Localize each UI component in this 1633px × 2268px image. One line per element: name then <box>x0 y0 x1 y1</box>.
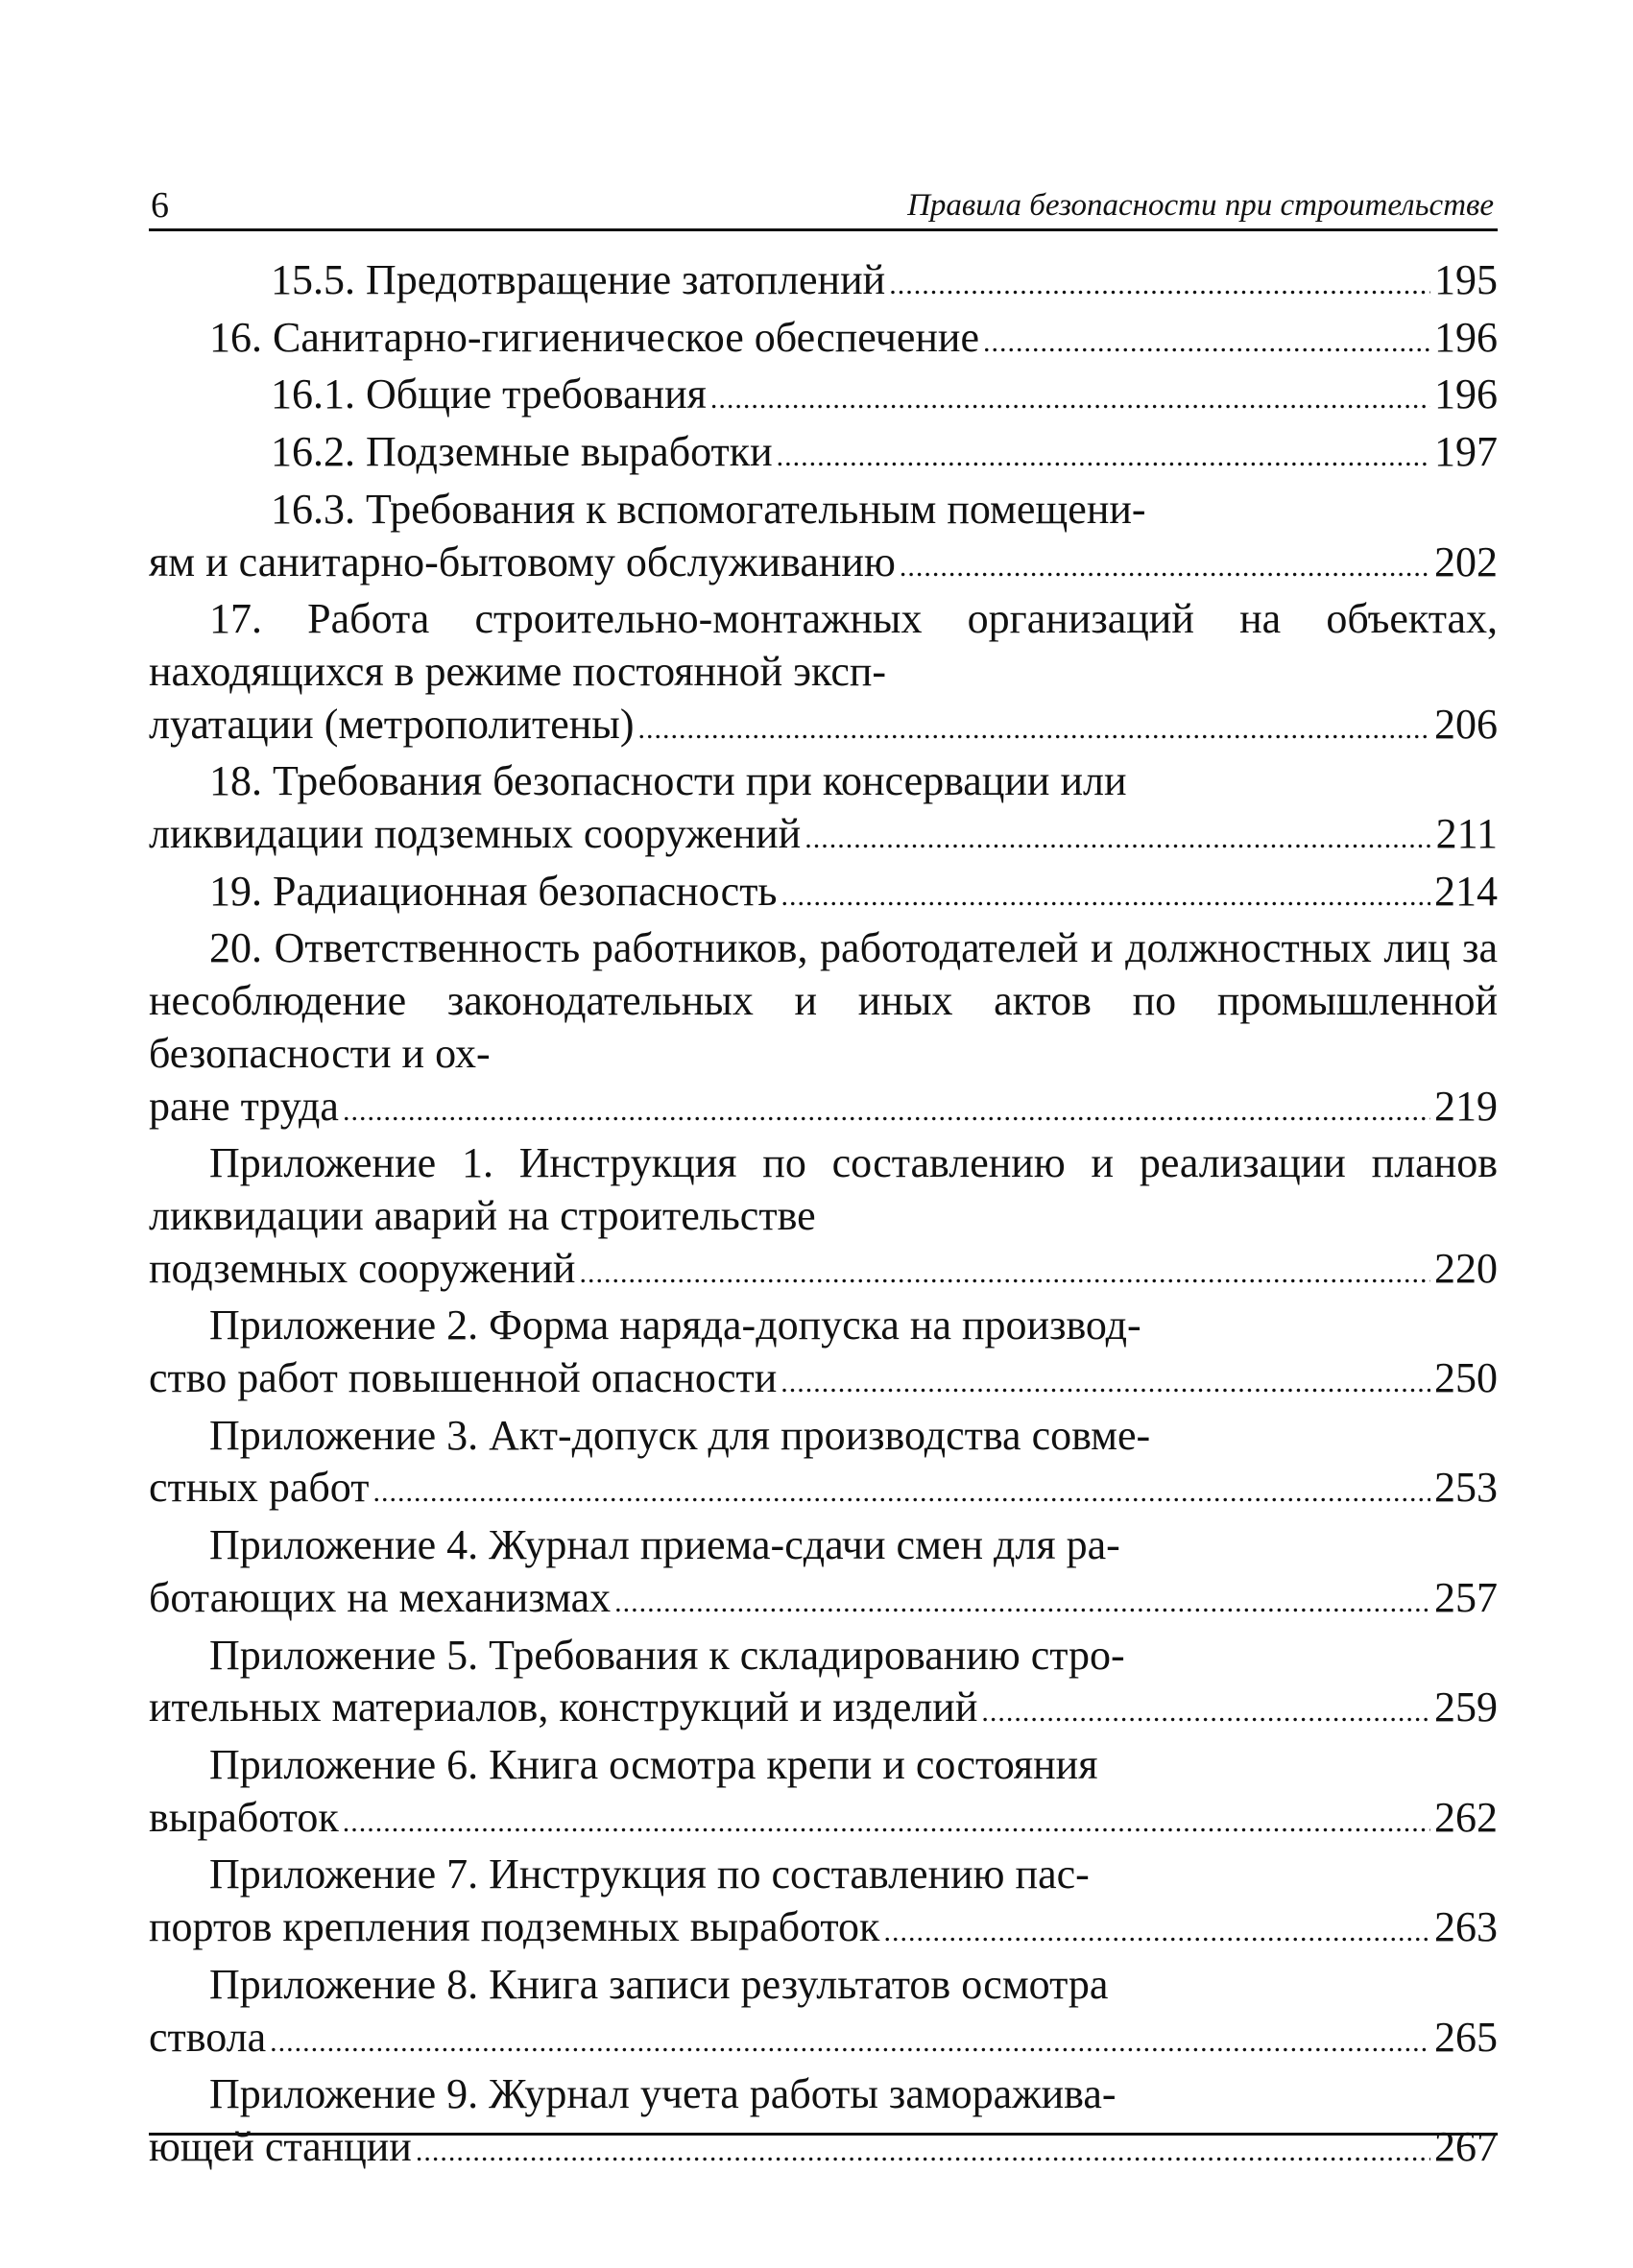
toc-entry <box>149 1849 1498 1958</box>
toc-entry <box>149 484 1498 593</box>
toc-entry-line <box>149 1462 1498 1519</box>
toc-entry-title-lead: 17. Работа строительно-монтажных организаций на объектах, находящихся в режиме постоянной эксп- <box>149 595 1498 695</box>
dot-leader <box>710 373 1430 426</box>
toc-page-number: 196 <box>1434 370 1498 418</box>
toc-entry-title-lead: 18. Требования безопасности при консервации или <box>209 757 1127 805</box>
toc-page-number: 211 <box>1435 810 1498 858</box>
toc-page-number: 253 <box>1434 1464 1498 1512</box>
toc-entry-title-lead: Приложение 1. Инструкция по составлению и реализации планов ликвидации аварий на строительстве <box>149 1139 1498 1239</box>
toc-entry <box>149 312 1498 370</box>
dot-leader <box>804 813 1431 866</box>
toc-entry-line <box>149 699 1498 756</box>
toc-page-number: 265 <box>1434 2013 1498 2061</box>
toc-entry-title: ствола <box>149 2013 267 2061</box>
toc-entry-title: ям и санитарно-бытовому обслуживанию <box>149 537 896 585</box>
toc-page-number: 197 <box>1434 428 1498 476</box>
toc-entry-line <box>149 1901 1498 1959</box>
dot-leader <box>579 1248 1430 1301</box>
toc-entry-line <box>149 369 1498 426</box>
toc-entry-title-lead: Приложение 5. Требования к складированию стро- <box>209 1631 1125 1679</box>
toc-entry <box>149 1739 1498 1849</box>
toc-entry-line <box>149 537 1498 594</box>
page-number: 6 <box>151 185 169 226</box>
toc-entry-title-lead: 16.3. Требования к вспомогательным помещени- <box>271 485 1146 533</box>
toc-page-number: 202 <box>1434 537 1498 585</box>
dot-leader <box>343 1086 1430 1138</box>
toc-page-number: 259 <box>1434 1683 1498 1731</box>
toc-entry <box>149 2068 1498 2178</box>
toc-entry-title: 16.1. Общие требования <box>271 370 707 418</box>
toc-entry-title-lead: Приложение 2. Форма наряда-допуска на производ- <box>209 1301 1141 1349</box>
toc-entry-title-lead: Приложение 4. Журнал приема-сдачи смен для ра- <box>209 1521 1120 1569</box>
toc-entry <box>149 755 1498 865</box>
toc-page-number: 262 <box>1434 1793 1498 1841</box>
toc-entry-title: ство работ повышенной опасности <box>149 1354 778 1402</box>
dot-leader <box>900 541 1430 594</box>
toc-page-number: 257 <box>1434 1573 1498 1621</box>
toc-entry-line <box>149 1792 1498 1850</box>
toc-page-number: 219 <box>1434 1082 1498 1130</box>
dot-leader <box>270 2017 1430 2069</box>
toc-entry <box>149 593 1498 755</box>
toc-entry-line <box>149 1682 1498 1739</box>
toc-entry-title-lead: Приложение 3. Акт-допуск для производства совме- <box>209 1411 1151 1459</box>
dot-leader <box>777 431 1430 484</box>
toc-page-number: 220 <box>1434 1244 1498 1292</box>
toc-entry-title: выработок <box>149 1793 339 1841</box>
toc-entry-title-lead: Приложение 9. Журнал учета работы заморажива- <box>209 2070 1117 2118</box>
toc-page-number: 250 <box>1434 1354 1498 1402</box>
toc-entry <box>149 369 1498 426</box>
running-header <box>149 182 1498 231</box>
toc-page-number: 196 <box>1434 313 1498 361</box>
toc-entry-line <box>149 808 1498 866</box>
toc-entry-title-lead: Приложение 7. Инструкция по составлению пас- <box>209 1850 1090 1898</box>
toc-entry-line <box>149 426 1498 484</box>
toc-entry <box>149 254 1498 312</box>
toc-entry <box>149 1300 1498 1409</box>
toc-entry-line <box>149 2012 1498 2069</box>
dot-leader <box>983 317 1430 370</box>
toc-entry-line <box>149 312 1498 370</box>
toc-entry <box>149 1959 1498 2068</box>
dot-leader <box>889 259 1430 312</box>
toc-entry-line <box>149 1243 1498 1301</box>
toc-entry <box>149 1630 1498 1739</box>
document-page <box>149 182 1498 2179</box>
toc-entry <box>149 1410 1498 1519</box>
toc-page-number: 195 <box>1434 256 1498 303</box>
dot-leader <box>780 1357 1430 1410</box>
toc-page-number: 267 <box>1434 2122 1498 2170</box>
toc-entry-title: подземных сооружений <box>149 1244 576 1292</box>
toc-entry-title-lead: Приложение 6. Книга осмотра крепи и состояния <box>209 1740 1098 1788</box>
bottom-rule <box>149 2133 1498 2136</box>
toc-entry-line <box>149 1081 1498 1138</box>
toc-entry-title: стных работ <box>149 1464 370 1512</box>
dot-leader <box>343 1797 1430 1850</box>
toc-entry-title-lead: 20. Ответственность работников, работодателей и должностных лиц за несоблюдение законодательных и иных актов по промышленной безопасности и ох- <box>149 924 1498 1077</box>
toc-entry <box>149 922 1498 1137</box>
toc-entry-title: ботающих на механизмах <box>149 1573 612 1621</box>
toc-entry <box>149 1137 1498 1300</box>
toc-entry-line <box>149 1572 1498 1630</box>
dot-leader <box>981 1686 1430 1739</box>
toc-entry-title: ликвидации подземных сооружений <box>149 810 802 858</box>
table-of-contents <box>149 254 1498 2179</box>
toc-entry-line <box>149 254 1498 312</box>
toc-entry <box>149 866 1498 923</box>
toc-entry-line <box>149 1352 1498 1410</box>
toc-entry-title: ительных материалов, конструкций и изделий <box>149 1683 978 1731</box>
toc-page-number: 214 <box>1434 867 1498 915</box>
dot-leader <box>614 1577 1430 1630</box>
dot-leader <box>637 704 1430 756</box>
dot-leader <box>781 871 1431 923</box>
toc-entry-title: ране труда <box>149 1082 339 1130</box>
dot-leader <box>372 1467 1430 1519</box>
toc-entry-title: 19. Радиационная безопасность <box>209 867 778 915</box>
toc-page-number: 263 <box>1434 1903 1498 1951</box>
toc-entry-line <box>149 866 1498 923</box>
toc-entry-title: луатации (метрополитены) <box>149 700 635 748</box>
toc-page-number: 206 <box>1434 700 1498 748</box>
toc-entry <box>149 426 1498 484</box>
toc-entry <box>149 1519 1498 1629</box>
toc-entry-line <box>149 2121 1498 2179</box>
dot-leader <box>883 1906 1430 1959</box>
running-title: Правила безопасности при строительстве <box>907 188 1494 223</box>
toc-entry-title: 16.2. Подземные выработки <box>271 428 773 476</box>
toc-entry-title: портов крепления подземных выработок <box>149 1903 880 1951</box>
toc-entry-title: 16. Санитарно-гигиеническое обеспечение <box>209 313 979 361</box>
toc-entry-title: ющей станции <box>149 2122 412 2170</box>
toc-entry-title: 15.5. Предотвращение затоплений <box>271 256 886 303</box>
toc-entry-title-lead: Приложение 8. Книга записи результатов осмотра <box>209 1960 1109 2008</box>
